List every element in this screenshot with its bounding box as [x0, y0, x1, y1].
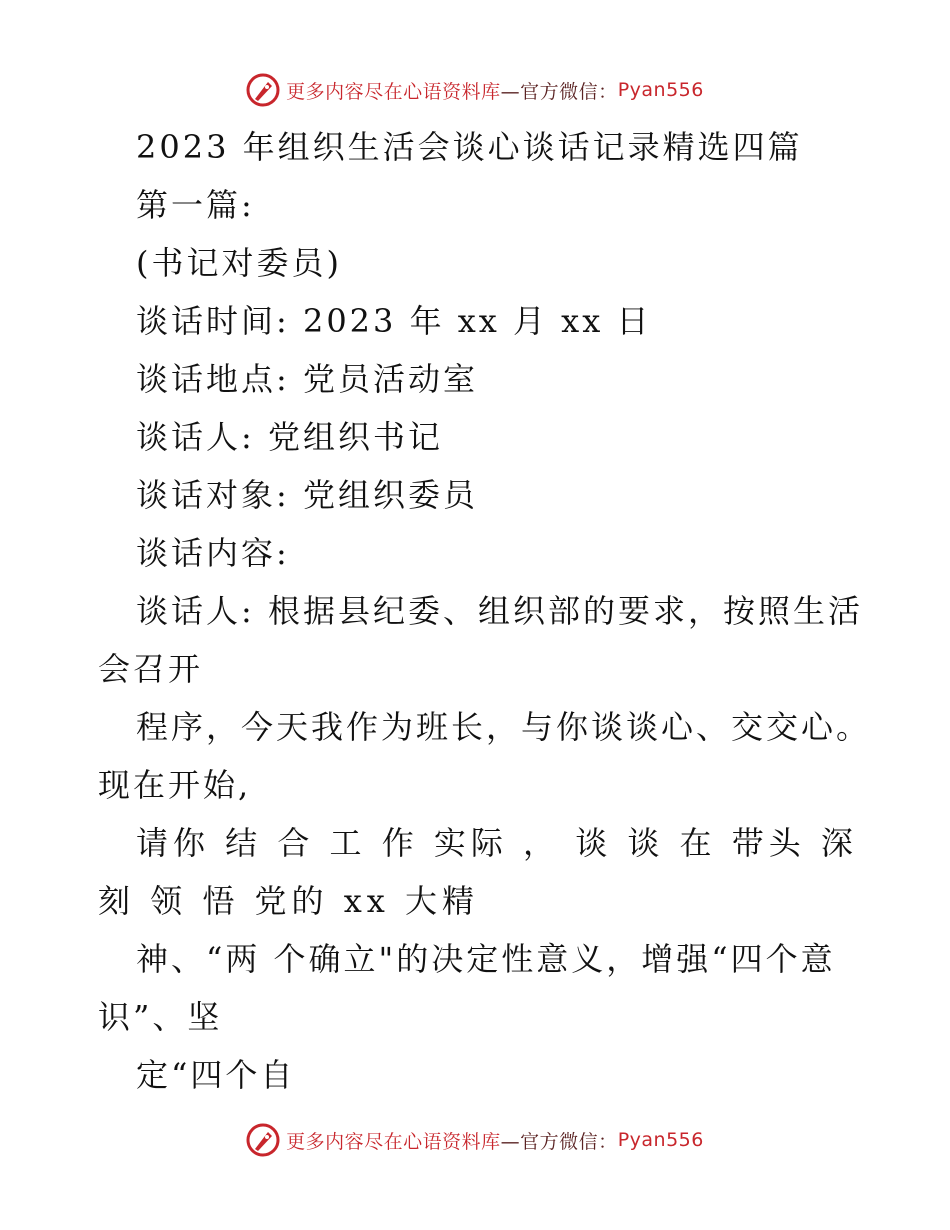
- banner-text-id: Pyan556: [617, 79, 704, 101]
- talk-place: 谈话地点: 党员活动室: [136, 360, 478, 398]
- paragraph-line: 谈话人: 根据县纪委、组织部的要求，按照生活: [136, 592, 863, 630]
- banner-text-brand: 更多内容尽在心语资料库: [286, 1130, 501, 1153]
- talk-time: 谈话时间: 2023 年 xx 月 xx 日: [136, 302, 652, 340]
- pen-nib-logo-icon: [246, 1123, 280, 1157]
- talk-speaker: 谈话人: 党组织书记: [136, 418, 443, 456]
- footer-banner: [0, 1120, 950, 1160]
- banner-text-wechat: —官方微信：: [500, 80, 618, 103]
- paragraph-line: 识”、坚: [98, 998, 223, 1036]
- document-title: 2023 年组织生活会谈心谈话记录精选四篇: [136, 128, 803, 166]
- banner-text-brand: 更多内容尽在心语资料库: [286, 80, 501, 103]
- banner-text-wechat: —官方微信：: [500, 1130, 618, 1153]
- paragraph-line: 请你 结 合 工 作 实际 ， 谈 谈 在 带头 深: [136, 824, 858, 862]
- talk-target: 谈话对象: 党组织委员: [136, 476, 478, 514]
- paragraph-line: 神、“两 个确立"的决定性意义，增强“四个意: [136, 940, 836, 978]
- paragraph-line: 现在开始,: [98, 766, 252, 804]
- pen-nib-logo-icon: [246, 73, 280, 107]
- paragraph-line: 会召开: [98, 650, 204, 688]
- talk-content-label: 谈话内容:: [136, 534, 290, 572]
- paragraph-line: 定“四个自: [136, 1056, 296, 1094]
- chapter-heading: 第一篇:: [136, 186, 255, 224]
- paragraph-line: 刻 领 悟 党的 xx 大精: [98, 882, 479, 920]
- header-banner: [0, 70, 950, 110]
- paragraph-line: 程序，今天我作为班长，与你谈谈心、交交心。: [136, 708, 872, 746]
- banner-text-id: Pyan556: [617, 1129, 704, 1151]
- chapter-subtitle: (书记对委员): [136, 244, 342, 282]
